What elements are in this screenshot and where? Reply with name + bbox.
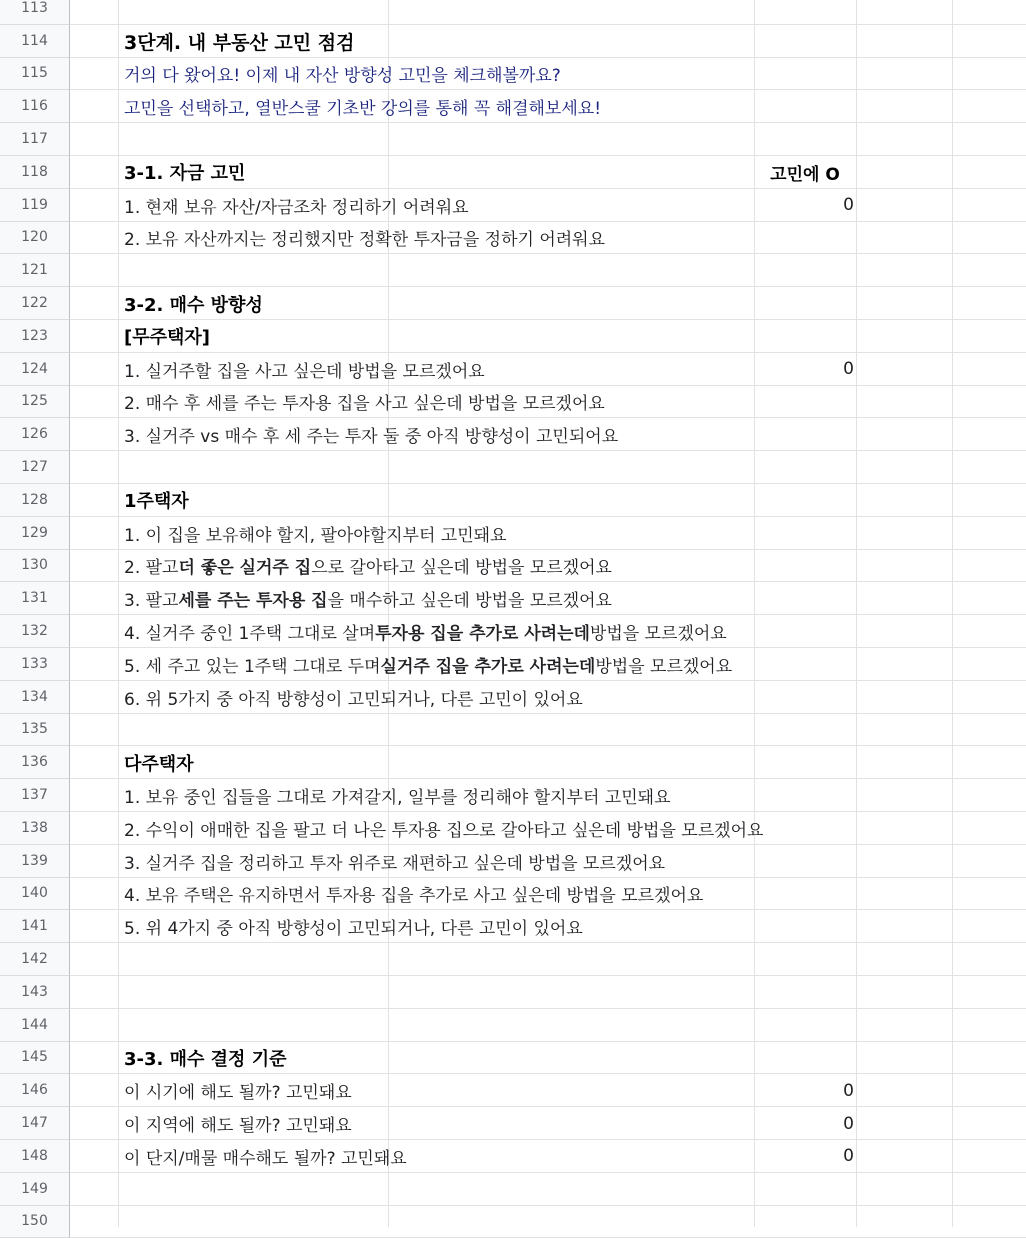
cell-row-background[interactable] bbox=[70, 320, 1026, 353]
sheet-row[interactable] bbox=[0, 746, 1026, 779]
text-run: 으로 갈아타고 싶은데 방법을 모르겠어요 bbox=[311, 558, 612, 579]
sheet-row[interactable] bbox=[0, 222, 1026, 255]
check-value-cell[interactable]: 0 bbox=[843, 1080, 854, 1101]
sheet-row[interactable] bbox=[0, 1140, 1026, 1173]
sheet-row[interactable] bbox=[0, 418, 1026, 451]
row-number[interactable]: 143 bbox=[0, 976, 70, 1009]
row-number[interactable]: 142 bbox=[0, 943, 70, 976]
cell-row-background[interactable] bbox=[70, 976, 1026, 1009]
sheet-row[interactable] bbox=[0, 386, 1026, 419]
sheet-row[interactable] bbox=[0, 582, 1026, 615]
row-number[interactable]: 148 bbox=[0, 1140, 70, 1173]
sheet-row[interactable] bbox=[0, 714, 1026, 747]
sheet-row[interactable] bbox=[0, 550, 1026, 583]
row-number[interactable]: 145 bbox=[0, 1042, 70, 1075]
sheet-row[interactable] bbox=[0, 123, 1026, 156]
cell-text[interactable] bbox=[124, 648, 732, 681]
cell-text[interactable]: 5. 위 4가지 중 아직 방향성이 고민되거나, 다른 고민이 있어요 bbox=[124, 919, 583, 940]
row-number[interactable]: 137 bbox=[0, 779, 70, 812]
cell-text[interactable]: 3단계. 내 부동산 고민 점검 bbox=[124, 31, 355, 54]
check-value-cell[interactable]: 0 bbox=[843, 195, 854, 216]
cell-text[interactable]: 3. 실거주 집을 정리하고 투자 위주로 재편하고 싶은데 방법을 모르겠어요 bbox=[124, 853, 666, 874]
sheet-row[interactable] bbox=[0, 910, 1026, 943]
cell-text[interactable]: 이 시기에 해도 될까? 고민돼요 bbox=[124, 1083, 352, 1104]
sheet-row[interactable] bbox=[0, 681, 1026, 714]
row-number[interactable]: 135 bbox=[0, 714, 70, 747]
cell-row-background[interactable] bbox=[70, 254, 1026, 287]
cell-text[interactable]: 1주택자 bbox=[124, 491, 189, 513]
text-run: 방법을 모르겠어요 bbox=[595, 656, 733, 677]
sheet-row[interactable] bbox=[0, 90, 1026, 123]
cell-text[interactable]: 다주택자 bbox=[124, 753, 194, 775]
sheet-row[interactable] bbox=[0, 1009, 1026, 1042]
sheet-row[interactable] bbox=[0, 615, 1026, 648]
row-number[interactable]: 133 bbox=[0, 648, 70, 681]
cell-text[interactable]: 1. 현재 보유 자산/자금조차 정리하기 어려워요 bbox=[124, 197, 469, 218]
sheet-row[interactable] bbox=[0, 1206, 1026, 1238]
cell-row-background[interactable] bbox=[70, 0, 1026, 25]
sheet-row[interactable] bbox=[0, 1042, 1026, 1075]
cell-text[interactable]: [무주택자] bbox=[124, 327, 211, 349]
sheet-row[interactable] bbox=[0, 648, 1026, 681]
cell-row-background[interactable] bbox=[70, 1206, 1026, 1238]
sheet-row[interactable] bbox=[0, 845, 1026, 878]
row-number[interactable]: 144 bbox=[0, 1009, 70, 1042]
row-number[interactable]: 118 bbox=[0, 156, 70, 189]
sheet-row[interactable] bbox=[0, 58, 1026, 91]
cell-text[interactable]: 1. 보유 중인 집들을 그대로 가져갈지, 일부를 정리해야 할지부터 고민돼요 bbox=[124, 788, 671, 809]
text-run: 을 매수하고 싶은데 방법을 모르겠어요 bbox=[327, 591, 612, 612]
cell-text[interactable]: 2. 보유 자산까지는 정리했지만 정확한 투자금을 정하기 어려워요 bbox=[124, 230, 606, 251]
cell-text[interactable]: 거의 다 왔어요! 이제 내 자산 방향성 고민을 체크해볼까요? bbox=[124, 66, 561, 87]
cell-text[interactable]: 4. 보유 주택은 유지하면서 투자용 집을 추가로 사고 싶은데 방법을 모르겠어요 bbox=[124, 886, 704, 907]
sheet-row[interactable] bbox=[0, 156, 1026, 189]
row-number[interactable]: 116 bbox=[0, 90, 70, 123]
cell-text[interactable]: 3-2. 매수 방향성 bbox=[124, 294, 263, 316]
row-number[interactable]: 129 bbox=[0, 517, 70, 550]
text-run: 2. 팔고 bbox=[124, 558, 179, 579]
row-number[interactable]: 127 bbox=[0, 451, 70, 484]
cell-row-background[interactable] bbox=[70, 714, 1026, 747]
cell-text[interactable]: 3-3. 매수 결정 기준 bbox=[124, 1048, 287, 1070]
check-value-cell[interactable]: 0 bbox=[843, 359, 854, 380]
cell-text[interactable] bbox=[124, 582, 612, 615]
cell-text[interactable]: 3-1. 자금 고민 bbox=[124, 163, 246, 185]
cell-row-background[interactable] bbox=[70, 451, 1026, 484]
sheet-row[interactable] bbox=[0, 1107, 1026, 1140]
cell-text[interactable]: 1. 실거주할 집을 사고 싶은데 방법을 모르겠어요 bbox=[124, 361, 485, 382]
sheet-row[interactable] bbox=[0, 189, 1026, 222]
cell-text[interactable]: 6. 위 5가지 중 아직 방향성이 고민되거나, 다른 고민이 있어요 bbox=[124, 689, 583, 710]
sheet-row[interactable] bbox=[0, 943, 1026, 976]
row-number[interactable]: 132 bbox=[0, 615, 70, 648]
row-number[interactable]: 122 bbox=[0, 287, 70, 320]
sheet-row[interactable] bbox=[0, 1173, 1026, 1206]
sheet-row[interactable] bbox=[0, 779, 1026, 812]
cell-text[interactable]: 2. 매수 후 세를 주는 투자용 집을 사고 싶은데 방법을 모르겠어요 bbox=[124, 394, 605, 415]
cell-text[interactable]: 3. 실거주 vs 매수 후 세 주는 투자 둘 중 아직 방향성이 고민되어요 bbox=[124, 427, 619, 448]
sheet-row[interactable] bbox=[0, 320, 1026, 353]
text-run: 3. 팔고 bbox=[124, 591, 179, 612]
row-number[interactable]: 130 bbox=[0, 550, 70, 583]
sheet-row[interactable] bbox=[0, 812, 1026, 845]
sheet-row[interactable] bbox=[0, 25, 1026, 58]
text-run: 5. 세 주고 있는 1주택 그대로 두며 bbox=[124, 656, 381, 677]
sheet-row[interactable] bbox=[0, 976, 1026, 1009]
sheet-row[interactable] bbox=[0, 517, 1026, 550]
row-number[interactable]: 150 bbox=[0, 1206, 70, 1238]
cell-text[interactable]: 이 지역에 해도 될까? 고민돼요 bbox=[124, 1116, 352, 1137]
check-value-cell[interactable]: 0 bbox=[843, 1146, 854, 1167]
sheet-row[interactable] bbox=[0, 0, 1026, 25]
cell-row-background[interactable] bbox=[70, 123, 1026, 156]
row-number[interactable]: 131 bbox=[0, 582, 70, 615]
sheet-row[interactable] bbox=[0, 451, 1026, 484]
row-number[interactable]: 128 bbox=[0, 484, 70, 517]
row-number[interactable]: 120 bbox=[0, 222, 70, 255]
sheet-row[interactable] bbox=[0, 1074, 1026, 1107]
row-number[interactable]: 121 bbox=[0, 254, 70, 287]
sheet-row[interactable] bbox=[0, 287, 1026, 320]
row-number[interactable]: 147 bbox=[0, 1107, 70, 1140]
row-number[interactable]: 125 bbox=[0, 386, 70, 419]
row-number[interactable]: 138 bbox=[0, 812, 70, 845]
cell-row-background[interactable] bbox=[70, 484, 1026, 517]
row-number[interactable]: 123 bbox=[0, 320, 70, 353]
cell-text[interactable]: 2. 수익이 애매한 집을 팔고 더 나은 투자용 집으로 갈아타고 싶은데 방법을 모르겠어요 bbox=[124, 820, 764, 841]
cell-text[interactable] bbox=[124, 550, 612, 583]
text-run: 방법을 모르겠어요 bbox=[589, 624, 727, 645]
cell-row-background[interactable] bbox=[70, 1009, 1026, 1042]
row-number[interactable]: 114 bbox=[0, 25, 70, 58]
sheet-row[interactable] bbox=[0, 878, 1026, 911]
bold-text-run: 세를 주는 투자용 집 bbox=[178, 591, 328, 612]
check-column-header[interactable]: 고민에 O bbox=[770, 164, 840, 185]
row-number[interactable]: 119 bbox=[0, 189, 70, 222]
row-number[interactable]: 146 bbox=[0, 1074, 70, 1107]
row-number[interactable]: 141 bbox=[0, 910, 70, 943]
row-number[interactable]: 140 bbox=[0, 878, 70, 911]
row-number[interactable]: 136 bbox=[0, 746, 70, 779]
row-number[interactable]: 124 bbox=[0, 353, 70, 386]
bold-text-run: 투자용 집을 추가로 사려는데 bbox=[375, 624, 590, 645]
text-run: 4. 실거주 중인 1주택 그대로 살며 bbox=[124, 624, 376, 645]
bold-text-run: 실거주 집을 추가로 사려는데 bbox=[380, 656, 596, 677]
sheet-row[interactable] bbox=[0, 484, 1026, 517]
cell-text[interactable] bbox=[124, 615, 727, 648]
row-number[interactable]: 113 bbox=[0, 0, 70, 25]
row-number[interactable]: 115 bbox=[0, 58, 70, 91]
cell-row-background[interactable] bbox=[70, 746, 1026, 779]
cell-row-background[interactable] bbox=[70, 943, 1026, 976]
cell-text[interactable]: 고민을 선택하고, 열반스쿨 기초반 강의를 통해 꼭 해결해보세요! bbox=[124, 99, 602, 120]
cell-text[interactable]: 이 단지/매물 매수해도 될까? 고민돼요 bbox=[124, 1148, 407, 1169]
row-number[interactable]: 134 bbox=[0, 681, 70, 714]
row-number[interactable]: 117 bbox=[0, 123, 70, 156]
row-number[interactable]: 139 bbox=[0, 845, 70, 878]
check-value-cell[interactable]: 0 bbox=[843, 1113, 854, 1134]
sheet-row[interactable] bbox=[0, 353, 1026, 386]
cell-text[interactable]: 1. 이 집을 보유해야 할지, 팔아야할지부터 고민돼요 bbox=[124, 525, 507, 546]
cell-row-background[interactable] bbox=[70, 1173, 1026, 1206]
row-number[interactable]: 149 bbox=[0, 1173, 70, 1206]
bold-text-run: 더 좋은 실거주 집 bbox=[178, 558, 312, 579]
sheet-row[interactable] bbox=[0, 254, 1026, 287]
row-number[interactable]: 126 bbox=[0, 418, 70, 451]
